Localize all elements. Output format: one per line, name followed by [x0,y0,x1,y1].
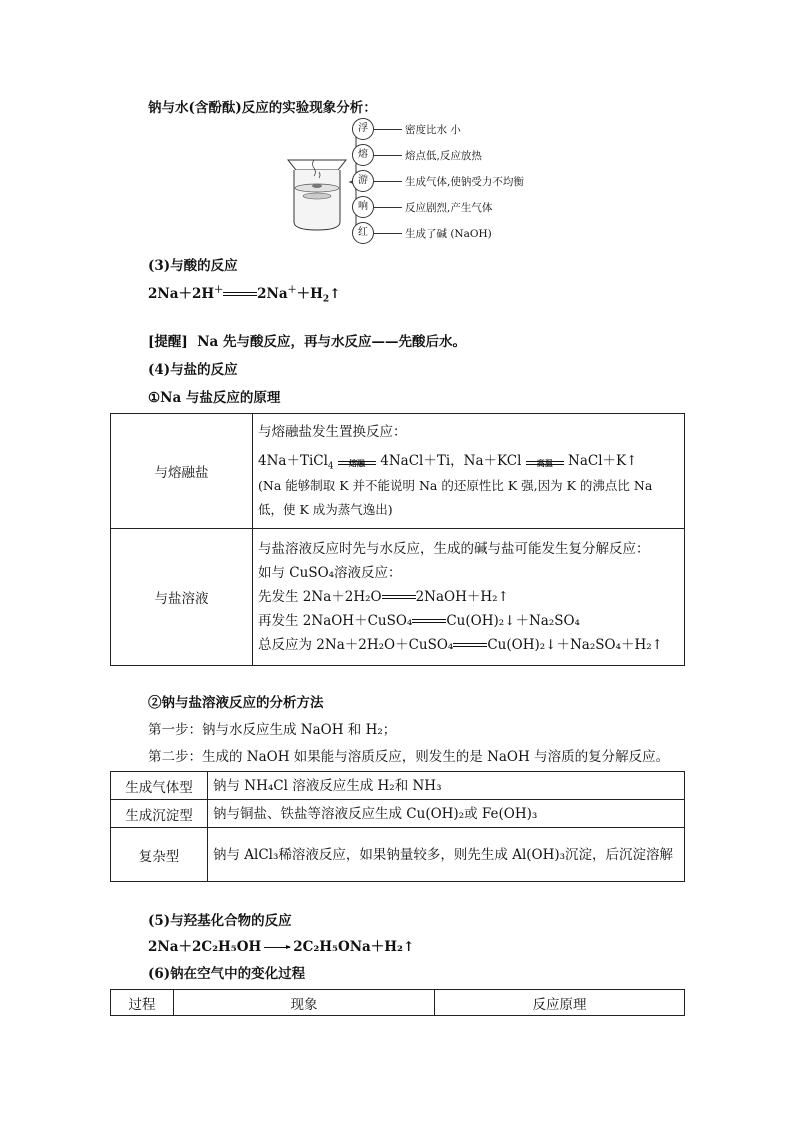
sol-eq2-b: Cu(OH)₂↓＋Na₂SO₄ [446,613,580,629]
molten-equation: 4Na＋TiCl$_4$ 熔融 4NaCl＋Ti，Na＋KCl 高温 NaCl＋K↑ [258,444,679,474]
solution-types-table [110,771,685,882]
header-phenomenon: 现象 [174,990,435,1016]
alcohol-eq-b: 2C₂H₅ONa＋H₂↑ [293,939,415,955]
molten-eq-c: NaCl＋K↑ [568,453,638,469]
solution-line2: 如与 CuSO₄溶液反应： [258,565,402,581]
reaction-type: 复杂型 [111,828,208,882]
phenomenon-desc: 密度比水 小 [405,124,461,136]
phenomenon-desc: 反应剧烈,产生气体 [405,202,493,214]
sol-eq2-a: 再发生 2NaOH＋CuSO₄ [258,613,413,629]
reaction-type: 生成沉淀型 [111,800,208,828]
acid-eq-tail: ＋H [296,286,323,302]
experiment-diagram [280,118,550,248]
phenomenon-desc: 生成了碱 (NaOH) [405,228,492,240]
phenomenon-circle: 响 [352,196,374,218]
tip [148,330,466,350]
section6-title: (6)钠在空气中的变化过程 [148,966,306,982]
phenomenon-desc: 生成气体,使钠受力不均衡 [405,176,524,188]
solution-line4 [258,609,679,633]
condition-high-temp [526,455,564,469]
sol-eq3-b: Cu(OH)₂↓＋Na₂SO₄＋H₂↑ [487,637,663,653]
phenomenon-desc: 熔点低,反应放热 [405,150,482,162]
row-body-molten [253,414,685,529]
section3-title: (3)与酸的反应 [148,258,238,274]
solution-line5 [258,633,679,657]
table-row [111,529,685,666]
phenomenon-circle: 浮 [352,118,374,140]
solution-line1: 与盐溶液反应时先与水反应，生成的碱与盐可能发生复分解反应： [258,541,650,557]
molten-eq-b: 4NaCl＋Ti，Na＋KCl [380,453,522,469]
step-one: 第一步：钠与水反应生成 NaOH 和 H₂； [148,722,397,738]
table-row [111,800,685,828]
row-head-molten: 与熔融盐 [111,414,253,529]
molten-eq-a: 4Na＋TiCl [258,453,328,469]
header-principle: 反应原理 [435,990,685,1016]
acid-equation: 2Na＋2H＋ $2Na^++H_2↑$ [148,285,341,305]
connector-line [374,207,402,208]
alcohol-equation [148,935,414,955]
phenomenon-circle: 红 [352,222,374,244]
table-row [111,772,685,800]
table-row [111,828,685,882]
reaction-description: 钠与 AlCl₃稀溶液反应，如果钠量较多，则先生成 Al(OH)₃沉淀，后沉淀溶解 [208,828,685,882]
row-head-solution: 与盐溶液 [111,529,253,666]
solution-line3 [258,585,679,609]
row-body-solution [253,529,685,666]
sol-eq1-a: 先发生 2Na＋2H₂O [258,589,382,605]
reaction-description: 钠与铜盐、铁盐等溶液反应生成 Cu(OH)₂或 Fe(OH)₃ [208,800,685,828]
acid-eq-left: 2Na＋2H [148,286,215,302]
section4-title: (4)与盐的反应 [148,362,238,378]
step-two: 第二步：生成的 NaOH 如果能与溶质反应，则发生的是 NaOH 与溶质的复分解反应。 [148,749,670,765]
phenomenon-circle: 熔 [352,144,374,166]
tip-label: [提醒] [148,334,188,350]
section4-sub1: ①Na 与盐反应的原理 [148,390,281,406]
cond-text-2: 高温 [536,457,553,468]
connector-line [374,155,402,156]
beaker-illustration [280,142,354,252]
connector-line [374,129,402,130]
sol-eq3-a: 总反应为 2Na＋2H₂O＋CuSO₄ [258,637,454,653]
molten-line1: 与熔融盐发生置换反应： [258,424,407,440]
alcohol-eq-a: 2Na＋2C₂H₅OH [148,939,262,955]
section4-sub2: ②钠与盐溶液反应的分析方法 [148,695,324,711]
table-header-row [111,990,685,1016]
connector-line [374,181,402,182]
phenomenon-circle: 游 [352,170,374,192]
reaction-type: 生成气体型 [111,772,208,800]
air-change-table [110,989,685,1016]
table-row [111,414,685,529]
molten-note1: (Na 能够制取 K 并不能说明 Na 的还原性比 K 强,因为 K 的沸点比 Na [258,478,653,493]
heading-sodium-water: 钠与水(含酚酞)反应的实验现象分析： [148,100,377,116]
salt-reaction-table [110,413,685,666]
cond-text-1: 熔融 [348,457,365,468]
tip-text: Na 先与酸反应，再与水反应——先酸后水。 [197,334,466,350]
connector-line [374,233,402,234]
sol-eq1-b: 2NaOH＋H₂↑ [415,589,509,605]
condition-molten [338,455,376,469]
header-process: 过程 [111,990,174,1016]
section5-title: (5)与羟基化合物的反应 [148,913,292,929]
molten-note2: 低，使 K 成为蒸气逸出) [258,502,393,517]
reaction-description: 钠与 NH₄Cl 溶液反应生成 H₂和 NH₃ [208,772,685,800]
acid-eq-right: 2Na [257,286,288,302]
